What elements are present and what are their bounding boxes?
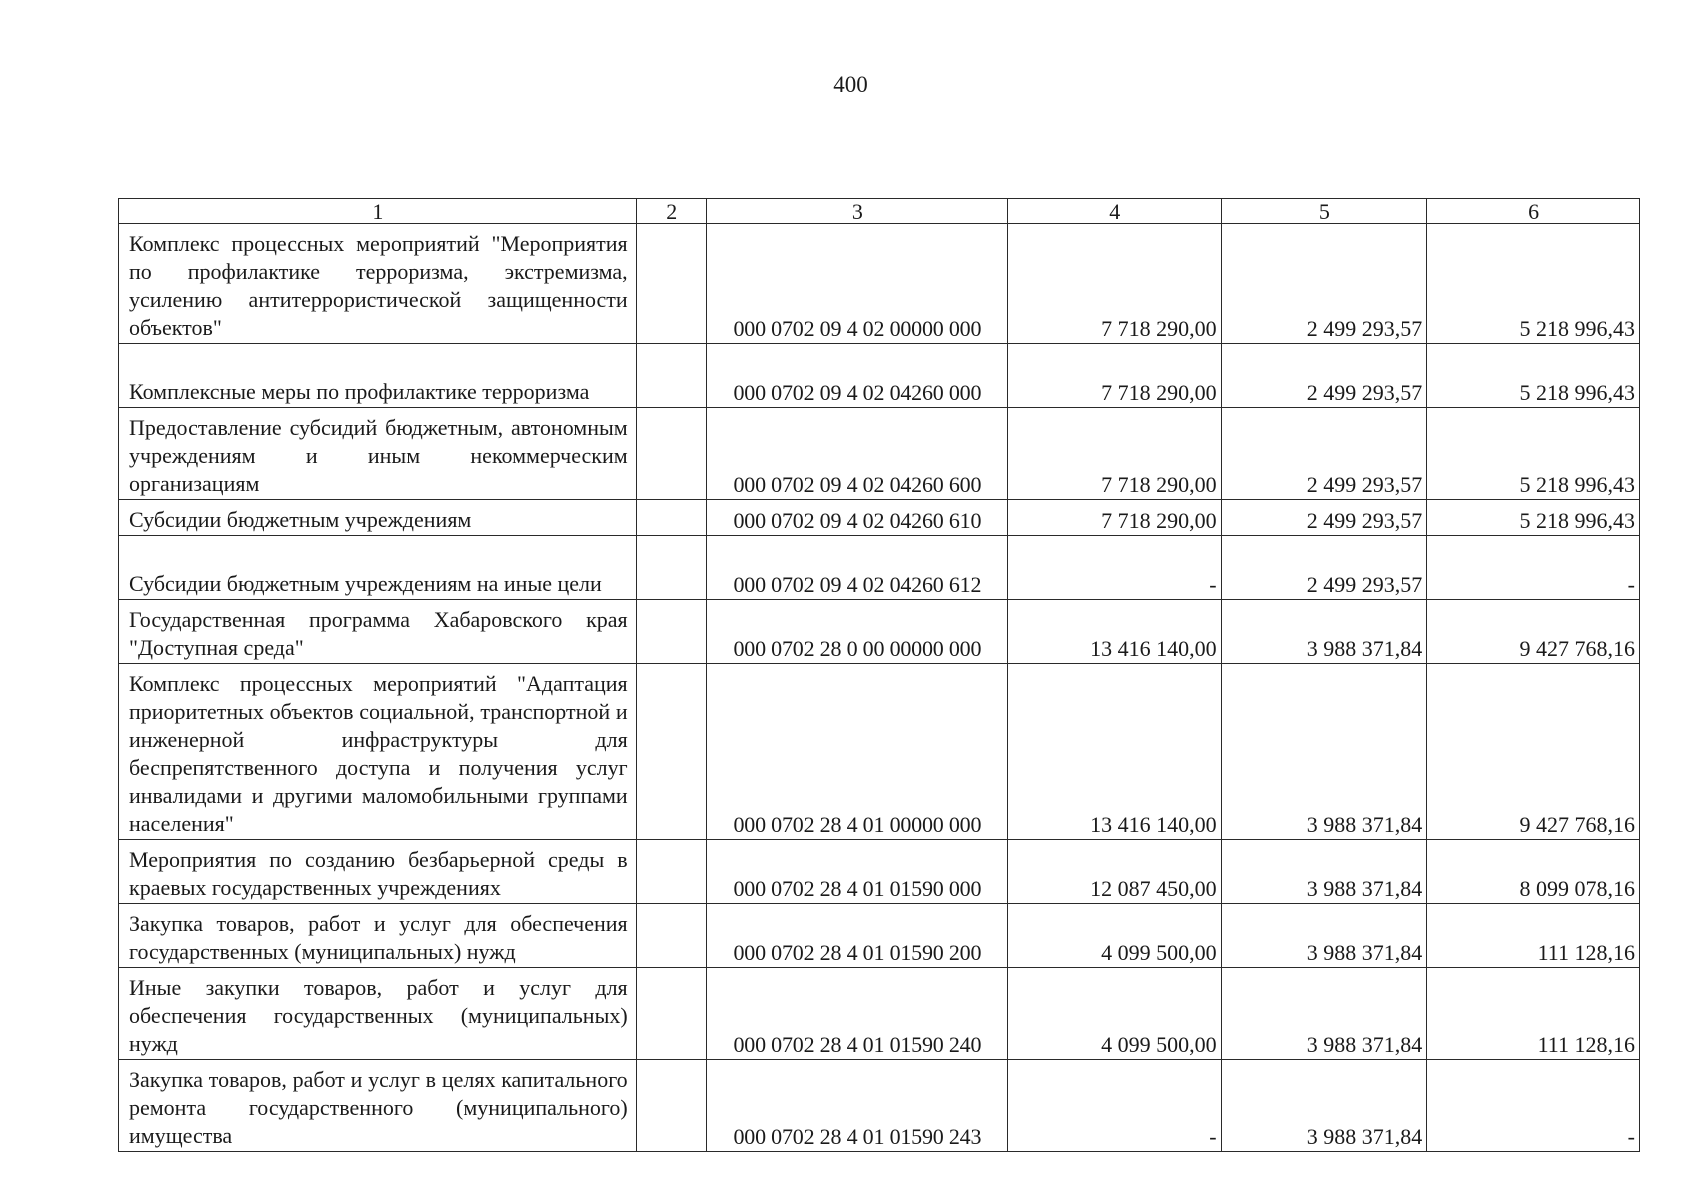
- row-value-6: -: [1427, 536, 1640, 600]
- column-header-4: 4: [1007, 199, 1221, 224]
- row-code: 000 0702 28 4 01 00000 000: [706, 664, 1007, 840]
- budget-table: [118, 198, 1640, 1152]
- table-row: [119, 500, 1640, 536]
- row-value-6: 111 128,16: [1427, 968, 1640, 1060]
- table-row: [119, 408, 1640, 500]
- column-header-1: 1: [119, 199, 637, 224]
- column-number-row: [119, 199, 1640, 224]
- page-number: 400: [833, 72, 868, 97]
- table-row: [119, 1060, 1640, 1152]
- row-code: 000 0702 09 4 02 04260 000: [706, 344, 1007, 408]
- row-value-5: 2 499 293,57: [1221, 224, 1427, 344]
- row-value-5: 3 988 371,84: [1221, 904, 1427, 968]
- row-col2: [636, 840, 706, 904]
- row-col2: [636, 536, 706, 600]
- row-name: Комплексные меры по профилактике терроризма: [119, 344, 637, 408]
- row-name: Мероприятия по созданию безбарьерной среды в краевых государственных учреждениях: [119, 840, 637, 904]
- row-name: Комплекс процессных мероприятий "Мероприятия по профилактике терроризма, экстремизма, усилению антитеррористической защищенности объектов": [119, 224, 637, 344]
- row-value-6: -: [1427, 1060, 1640, 1152]
- row-name: Иные закупки товаров, работ и услуг для обеспечения государственных (муниципальных) нужд: [119, 968, 637, 1060]
- row-value-4: 7 718 290,00: [1007, 224, 1221, 344]
- row-name: Предоставление субсидий бюджетным, автономным учреждениям и иным некоммерческим организациям: [119, 408, 637, 500]
- row-name: Субсидии бюджетным учреждениям: [119, 500, 637, 536]
- row-code: 000 0702 28 4 01 01590 243: [706, 1060, 1007, 1152]
- row-value-6: 5 218 996,43: [1427, 500, 1640, 536]
- row-col2: [636, 344, 706, 408]
- row-value-5: 3 988 371,84: [1221, 664, 1427, 840]
- table-row: [119, 664, 1640, 840]
- row-value-4: 13 416 140,00: [1007, 664, 1221, 840]
- row-code: 000 0702 09 4 02 04260 612: [706, 536, 1007, 600]
- row-value-6: 9 427 768,16: [1427, 664, 1640, 840]
- table-row: [119, 600, 1640, 664]
- row-value-5: 3 988 371,84: [1221, 968, 1427, 1060]
- row-value-5: 3 988 371,84: [1221, 600, 1427, 664]
- row-value-6: 111 128,16: [1427, 904, 1640, 968]
- row-name: Субсидии бюджетным учреждениям на иные цели: [119, 536, 637, 600]
- row-code: 000 0702 28 4 01 01590 240: [706, 968, 1007, 1060]
- row-value-6: 5 218 996,43: [1427, 224, 1640, 344]
- row-code: 000 0702 28 4 01 01590 200: [706, 904, 1007, 968]
- table-row: [119, 224, 1640, 344]
- row-value-5: 2 499 293,57: [1221, 344, 1427, 408]
- row-value-4: 7 718 290,00: [1007, 500, 1221, 536]
- row-name: Государственная программа Хабаровского края "Доступная среда": [119, 600, 637, 664]
- row-col2: [636, 664, 706, 840]
- row-col2: [636, 904, 706, 968]
- row-value-6: 5 218 996,43: [1427, 344, 1640, 408]
- row-value-4: 12 087 450,00: [1007, 840, 1221, 904]
- row-value-6: 5 218 996,43: [1427, 408, 1640, 500]
- row-code: 000 0702 28 4 01 01590 000: [706, 840, 1007, 904]
- row-value-5: 2 499 293,57: [1221, 536, 1427, 600]
- row-col2: [636, 1060, 706, 1152]
- row-col2: [636, 500, 706, 536]
- column-header-5: 5: [1221, 199, 1427, 224]
- row-name: Комплекс процессных мероприятий "Адаптация приоритетных объектов социальной, транспортной и инженерной инфраструктуры для беспрепятственного доступа и получения услуг инвалидами и другими маломобильными группами населения": [119, 664, 637, 840]
- row-value-6: 9 427 768,16: [1427, 600, 1640, 664]
- row-value-4: 4 099 500,00: [1007, 968, 1221, 1060]
- table-row: [119, 536, 1640, 600]
- row-value-4: 7 718 290,00: [1007, 408, 1221, 500]
- row-col2: [636, 600, 706, 664]
- table-row: [119, 840, 1640, 904]
- row-value-5: 2 499 293,57: [1221, 500, 1427, 536]
- column-header-6: 6: [1427, 199, 1640, 224]
- row-code: 000 0702 09 4 02 04260 600: [706, 408, 1007, 500]
- table-row: [119, 904, 1640, 968]
- row-value-4: -: [1007, 536, 1221, 600]
- row-code: 000 0702 09 4 02 00000 000: [706, 224, 1007, 344]
- row-value-4: -: [1007, 1060, 1221, 1152]
- row-value-5: 2 499 293,57: [1221, 408, 1427, 500]
- column-header-3: 3: [706, 199, 1007, 224]
- row-name: Закупка товаров, работ и услуг для обеспечения государственных (муниципальных) нужд: [119, 904, 637, 968]
- row-value-5: 3 988 371,84: [1221, 840, 1427, 904]
- row-value-4: 13 416 140,00: [1007, 600, 1221, 664]
- row-col2: [636, 968, 706, 1060]
- row-name: Закупка товаров, работ и услуг в целях капитального ремонта государственного (муниципального) имущества: [119, 1060, 637, 1152]
- row-value-6: 8 099 078,16: [1427, 840, 1640, 904]
- table-row: [119, 344, 1640, 408]
- row-value-4: 7 718 290,00: [1007, 344, 1221, 408]
- row-value-5: 3 988 371,84: [1221, 1060, 1427, 1152]
- row-col2: [636, 224, 706, 344]
- row-value-4: 4 099 500,00: [1007, 904, 1221, 968]
- row-col2: [636, 408, 706, 500]
- row-code: 000 0702 09 4 02 04260 610: [706, 500, 1007, 536]
- table-row: [119, 968, 1640, 1060]
- row-code: 000 0702 28 0 00 00000 000: [706, 600, 1007, 664]
- column-header-2: 2: [636, 199, 706, 224]
